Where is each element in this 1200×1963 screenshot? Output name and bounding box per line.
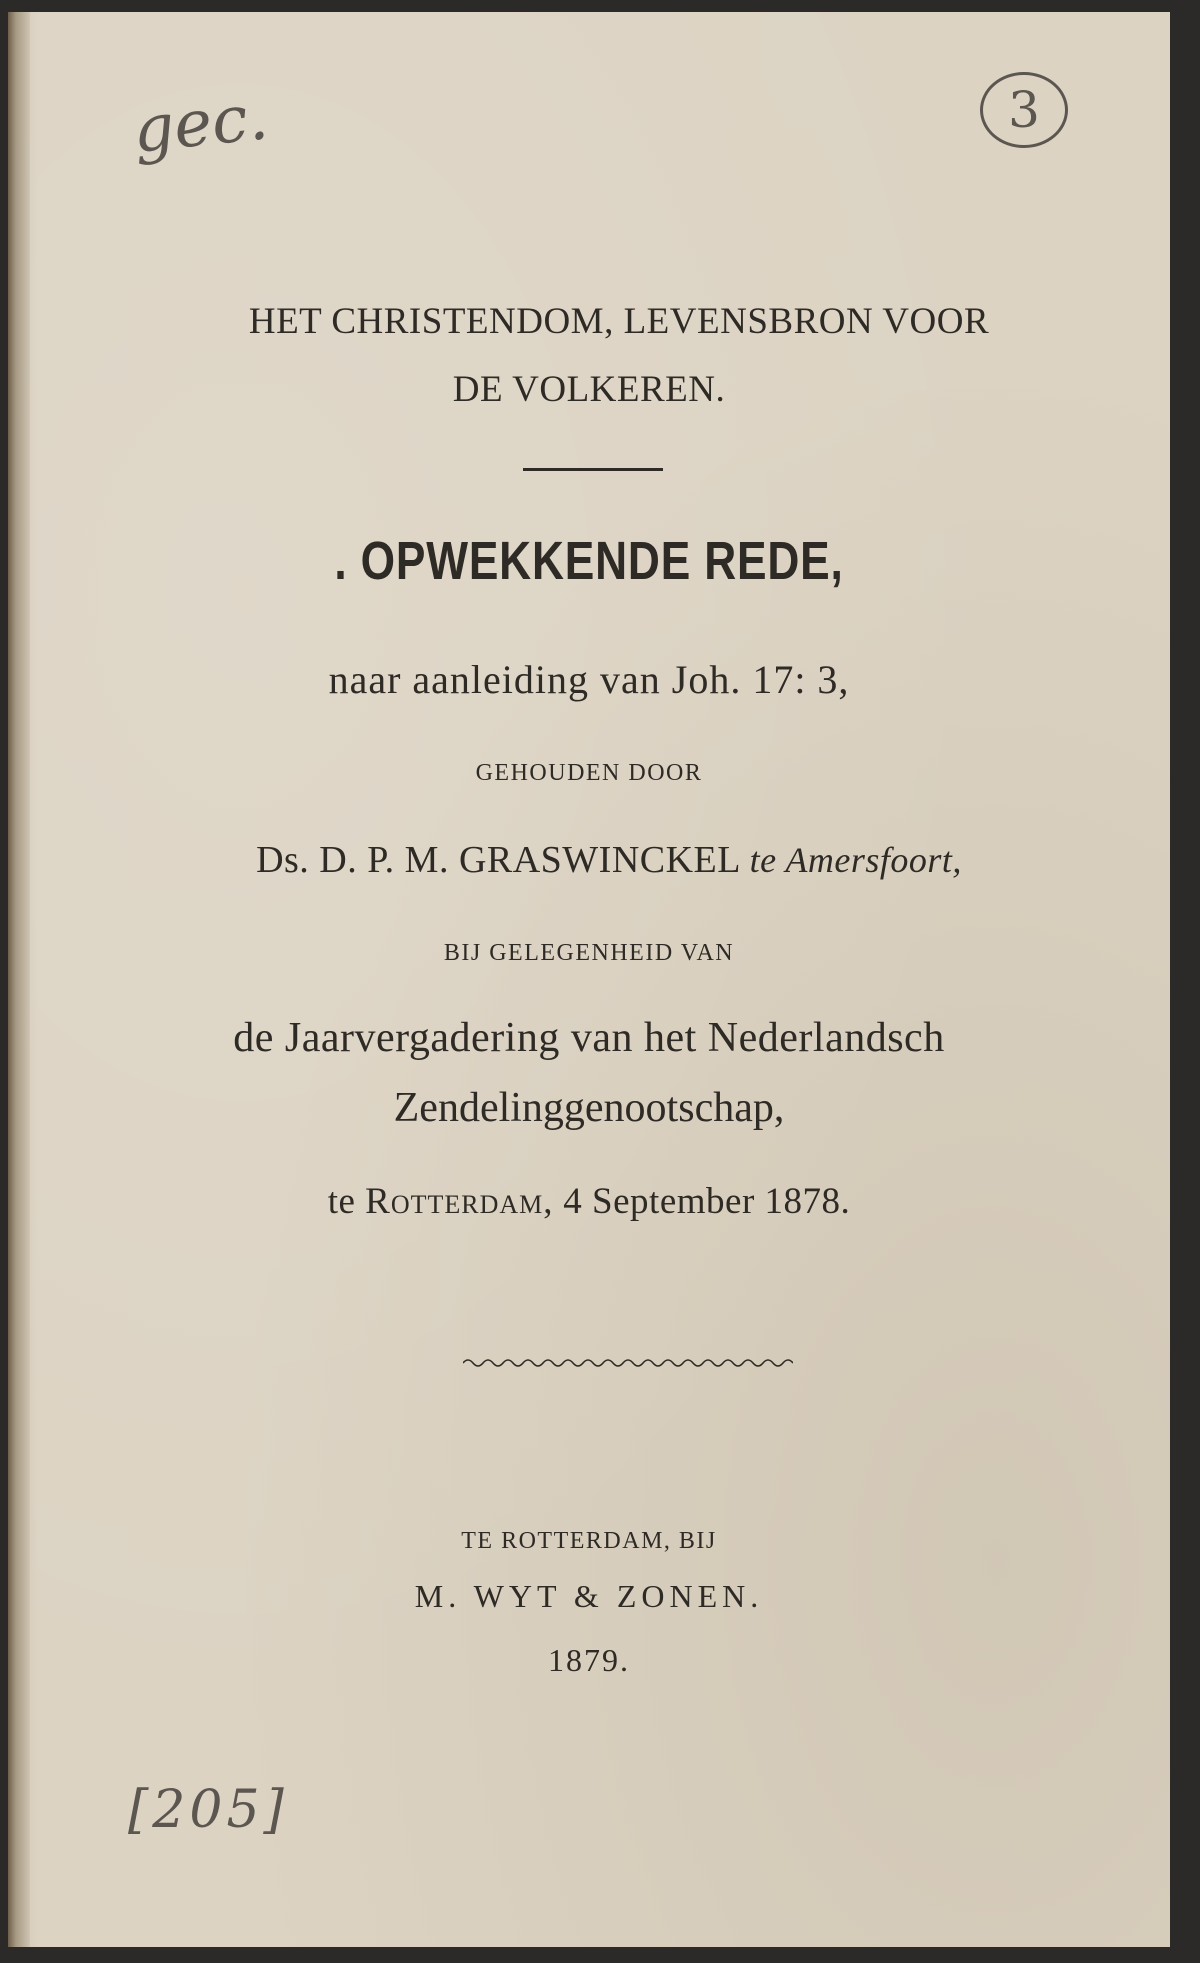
author-line: [8, 838, 1190, 882]
occasion-label: BIJ GELEGENHEID VAN: [443, 940, 735, 966]
author-name: Ds. D. P. M. GRASWINCKEL: [256, 839, 740, 881]
imprint-publisher: M. WYT & ZONEN.: [414, 1578, 764, 1614]
occasion-line-2: Zendelinggenootschap,: [393, 1085, 785, 1131]
imprint-year: 1879.: [548, 1642, 630, 1678]
wavy-ornament: [463, 1356, 793, 1370]
occasion-line-1: de Jaarvergadering van het Nederlandsch: [233, 1015, 945, 1061]
title-line-2: DE VOLKEREN.: [452, 369, 726, 410]
imprint-place: TE ROTTERDAM, BIJ: [461, 1528, 717, 1554]
date-value: 4 September 1878.: [563, 1181, 851, 1222]
title-line-1: HET CHRISTENDOM, LEVENSBRON VOOR: [248, 301, 990, 342]
date-line: [8, 1180, 1170, 1223]
handwritten-shelfmark: [205]: [128, 1780, 288, 1840]
date-prefix: te: [327, 1181, 356, 1222]
handwritten-circled-number: 3: [980, 72, 1068, 148]
held-by-label: GEHOUDEN DOOR: [475, 760, 703, 786]
author-place: te Amersfoort,: [749, 840, 962, 880]
subheading: naar aanleiding van Joh. 17: 3,: [328, 657, 850, 702]
title-page: [8, 12, 1170, 1947]
main-heading: . OPWEKKENDE REDE,: [334, 531, 844, 591]
handwritten-note-top-left: gec.: [129, 80, 272, 168]
date-city: Rotterdam,: [365, 1181, 554, 1222]
divider-rule: [523, 468, 663, 471]
